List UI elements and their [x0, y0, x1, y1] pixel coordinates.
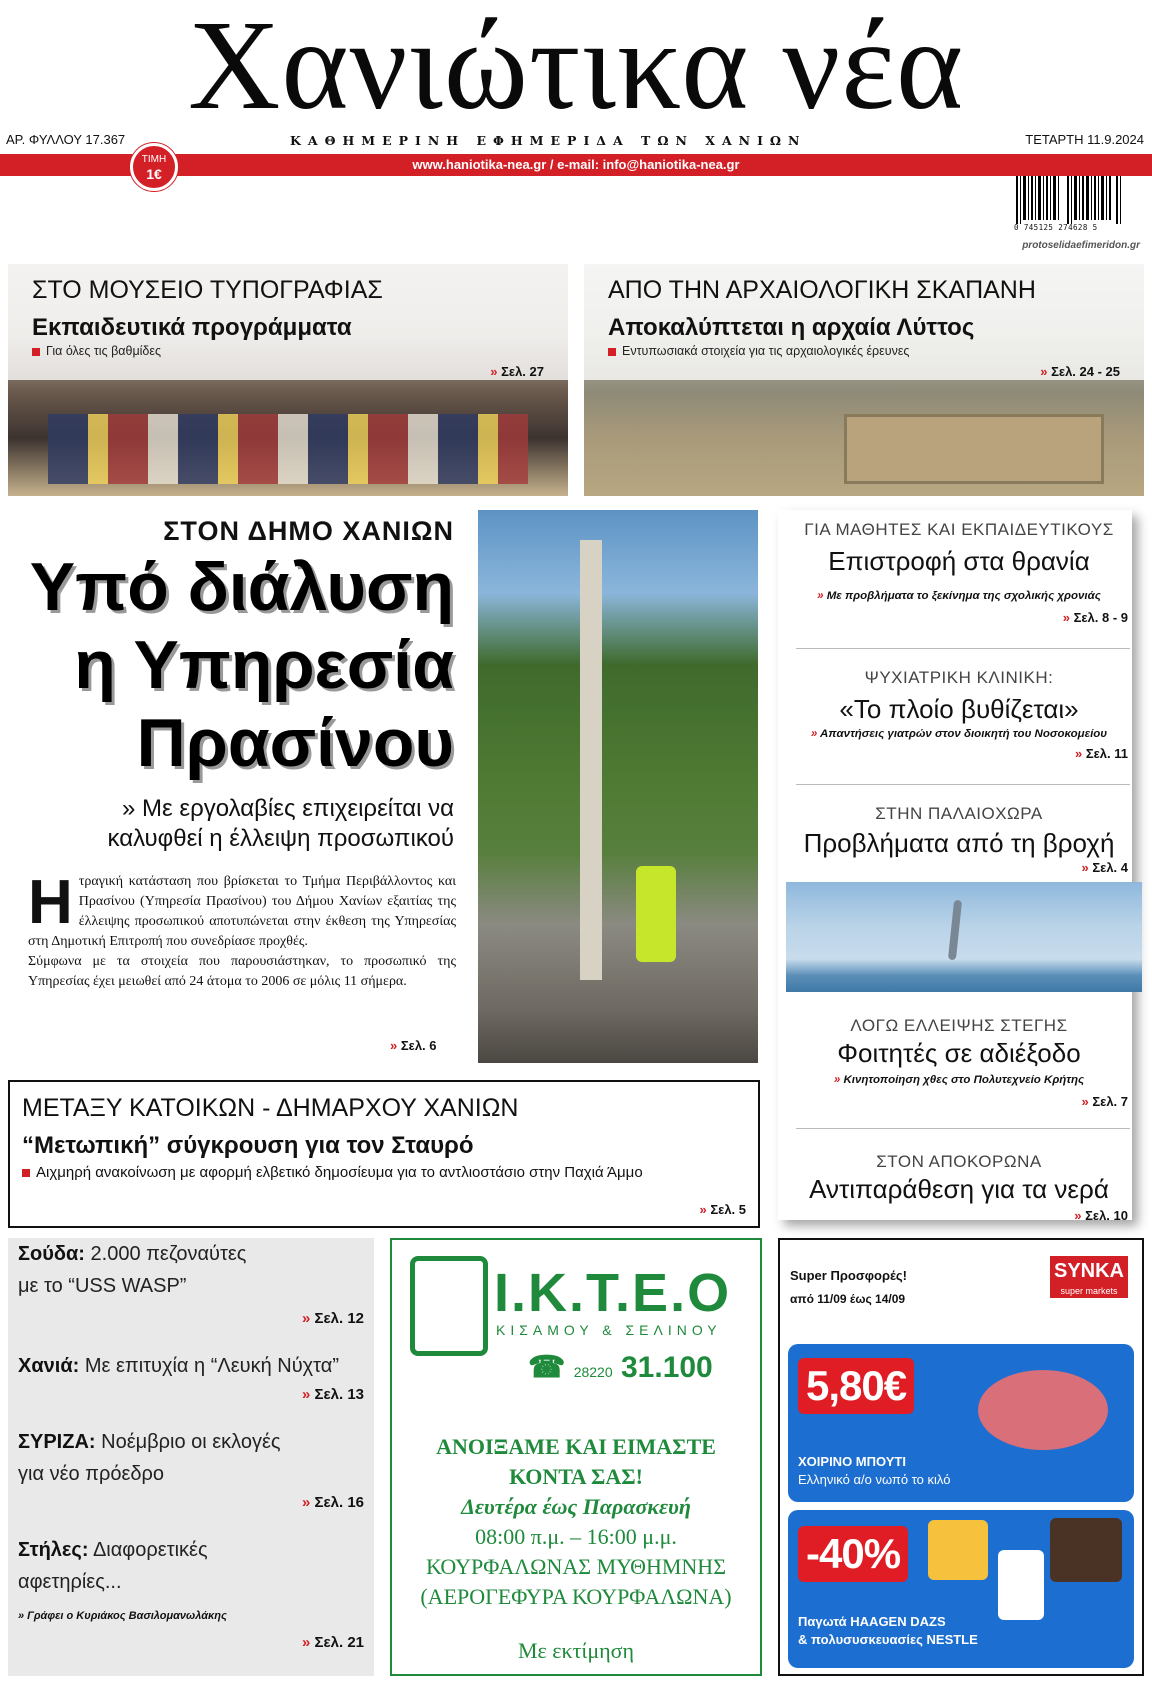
brief-souda-line2: με το “USS WASP” — [18, 1275, 187, 1297]
rc-page-1[interactable]: » Σελ. 8 - 9 — [1062, 610, 1128, 625]
price-value: 1€ — [146, 166, 162, 182]
page-ref[interactable]: » Σελ. 24 - 25 — [1040, 364, 1120, 379]
rc-page-4[interactable]: » Σελ. 7 — [1081, 1094, 1128, 1109]
story-sub: Για όλες τις βαθμίδες — [32, 344, 161, 358]
rc-page-3[interactable]: » Σελ. 4 — [1081, 860, 1128, 875]
story-kicker: ΑΠΟ ΤΗΝ ΑΡΧΑΙΟΛΟΓΙΚΗ ΣΚΑΠΑΝΗ — [608, 276, 1036, 304]
top-story-museum[interactable] — [8, 264, 568, 496]
story-sub: Εντυπωσιακά στοιχεία για τις αρχαιολογικές έρευνες — [608, 344, 909, 358]
issue-date: ΤΕΤΑΡΤΗ 11.9.2024 — [1025, 132, 1144, 147]
ikteo-line2: ΚΟΝΤΑ ΣΑΣ! — [509, 1464, 643, 1489]
feud-kicker: ΜΕΤΑΞΥ ΚΑΤΟΙΚΩΝ - ΔΗΜΑΡΧΟΥ ΧΑΝΙΩΝ — [22, 1094, 519, 1122]
lead-kicker: ΣΤΟΝ ΔΗΜΟ ΧΑΝΙΩΝ — [163, 516, 454, 546]
lead-photo-workers — [478, 510, 758, 1063]
rc-kicker-3: ΣΤΗΝ ΠΑΛΑΙΟΧΩΡΑ — [875, 804, 1043, 823]
brief-columns[interactable]: Στήλες: Διαφορετικές — [18, 1539, 208, 1561]
phone-icon: ☎ — [528, 1351, 574, 1384]
synka-dates: από 11/09 έως 14/09 — [790, 1292, 906, 1306]
rc-headline-4[interactable]: Φοιτητές σε αδιέξοδο — [837, 1038, 1081, 1068]
brief-chania[interactable]: Χανιά: Με επιτυχία η “Λευκή Νύχτα” — [18, 1355, 339, 1377]
icecream-cup-image — [998, 1550, 1044, 1620]
page-ref[interactable]: » Σελ. 27 — [490, 364, 544, 379]
rc-sub-2: » Απαντήσεις γιατρών στον διοικητή του Νοσοκομείου — [810, 728, 1108, 740]
brief-syriza[interactable]: ΣΥΡΙΖΑ: Νοέμβριο οι εκλογές — [18, 1431, 281, 1453]
rc-headline-1[interactable]: Επιστροφή στα θρανία — [828, 546, 1090, 576]
ikteo-line4: 08:00 π.μ. – 16:00 μ.μ. — [475, 1524, 677, 1549]
brief-souda[interactable]: Σούδα: 2.000 πεζοναύτες — [18, 1243, 247, 1265]
ikteo-line7: Με εκτίμηση — [517, 1638, 635, 1663]
price-label: ΤΙΜΗ — [141, 154, 167, 165]
feud-story[interactable] — [8, 1080, 760, 1228]
tagline: ΚΑΘΗΜΕΡΙΝΗ ΕΦΗΜΕΡΙΔΑ ΤΩΝ ΧΑΝΙΩΝ — [290, 133, 807, 148]
issue-number: ΑΡ. ΦΥΛΛΟΥ 17.367 — [6, 132, 126, 147]
offer-name: ΧΟΙΡΙΝΟ ΜΠΟΥΤΙ — [798, 1454, 906, 1469]
brief-page-ref[interactable]: » Σελ. 13 — [302, 1386, 364, 1403]
lead-body: Η τραγική κατάσταση που βρίσκεται το Τμήμα Περιβάλλοντος και Πρασίνου (Υπηρεσία Πρασίνου) του Δήμου Χανίων εξαιτίας της έλλειψης προσωπικού αποτυπώνεται στην έκθεση της Υπηρεσίας στη Δημοτική Επιτροπή που συνεδρίασε προχθές. Σύμφωνα με τα στοιχεία που παρουσιάστηκαν, το προσωπικό της Υπηρεσίας έχει μειωθεί από 24 άτομα το 2006 σε μόλις 11 σήμερα. — [28, 868, 456, 989]
lead-page-ref[interactable]: » Σελ. 6 — [390, 1038, 437, 1053]
rc-kicker-5: ΣΤΟΝ ΑΠΟΚΟΡΩΝΑ — [876, 1152, 1042, 1171]
rc-kicker-4: ΛΟΓΩ ΕΛΛΕΙΨΗΣ ΣΤΕΓΗΣ — [850, 1016, 1068, 1035]
price-badge — [130, 143, 178, 191]
offer-discount: -40% — [798, 1526, 908, 1582]
lead-headline[interactable]: Υπό διάλυση η Υπηρεσία Πρασίνου — [29, 549, 454, 781]
synka-logo: SYNKA super markets — [1050, 1256, 1128, 1298]
divider — [796, 1128, 1130, 1129]
offer-icecream[interactable] — [788, 1510, 1134, 1668]
briefs-box — [8, 1238, 374, 1676]
brief-byline: » Γράφει ο Κυριάκος Βασιλομανωλάκης — [18, 1610, 227, 1622]
rc-headline-5[interactable]: Αντιπαράθεση για τα νερά — [809, 1174, 1109, 1204]
brief-page-ref[interactable]: » Σελ. 12 — [302, 1310, 364, 1327]
worker-figure — [636, 866, 676, 962]
rc-kicker-1: ΓΙΑ ΜΑΘΗΤΕΣ ΚΑΙ ΕΚΠΑΙΔΕΥΤΙΚΟΥΣ — [804, 520, 1114, 539]
feud-headline[interactable]: “Μετωπική” σύγκρουση για τον Σταυρό — [22, 1132, 474, 1159]
lead-subheadline: » Με εργολαβίες επιχειρείται να καλυφθεί η έλλειψη προσωπικού — [107, 795, 454, 852]
source-credit: protoselidaefimeridon.gr — [1022, 240, 1140, 251]
newspaper-title: Χανιώτικα νέα — [187, 0, 965, 136]
story-kicker: ΣΤΟ ΜΟΥΣΕΙΟ ΤΥΠΟΓΡΑΦΙΑΣ — [32, 276, 383, 304]
dropcap: Η — [28, 868, 73, 937]
car-logo-icon — [410, 1256, 488, 1356]
utility-pole — [580, 540, 602, 980]
brief-page-ref[interactable]: » Σελ. 21 — [302, 1634, 364, 1651]
offer2-line2: & πολυσυσκευασίες NESTLE — [798, 1632, 978, 1647]
barcode-icon — [1016, 176, 1122, 224]
ikteo-line1: ΑΝΟΙΞΑΜΕ ΚΑΙ ΕΙΜΑΣΤΕ — [436, 1434, 716, 1459]
ikteo-line5: ΚΟΥΡΦΑΛΩΝΑΣ ΜΥΘΗΜΝΗΣ — [426, 1554, 726, 1579]
brief-page-ref[interactable]: » Σελ. 16 — [302, 1494, 364, 1511]
ikteo-line6: (ΑΕΡΟΓΕΦΥΡΑ ΚΟΥΡΦΑΛΩΝΑ) — [420, 1584, 732, 1609]
excavation-photo — [844, 414, 1104, 484]
icecream-box-image — [928, 1520, 988, 1580]
feud-sub: Αιχμηρή ανακοίνωση με αφορμή ελβετικό δημοσίευμα για το αντλιοστάσιο στην Παχιά Άμμο — [22, 1164, 643, 1181]
barcode-number: 0 745125 274628 5 — [1014, 223, 1098, 232]
ikteo-phone[interactable]: ☎ 28220 31.100 — [528, 1351, 713, 1384]
offer2-line1: Παγωτά HAAGEN DAZS — [798, 1614, 946, 1629]
top-story-lyttos[interactable] — [584, 264, 1144, 496]
icecream-pack-image — [1050, 1518, 1122, 1582]
waterspout-photo — [786, 882, 1142, 992]
divider — [796, 648, 1130, 649]
brief-syriza-line2: για νέο πρόεδρο — [18, 1463, 165, 1485]
rc-page-5[interactable]: » Σελ. 10 — [1074, 1208, 1128, 1223]
ikteo-ad[interactable] — [390, 1238, 762, 1676]
website-email[interactable]: www.haniotika-nea.gr / e-mail: info@haniotika-nea.gr — [412, 157, 740, 172]
rc-sub-4: » Κινητοποίηση χθες στο Πολυτεχνείο Κρήτης — [833, 1074, 1085, 1086]
rc-sub-1: » Με προβλήματα το ξεκίνημα της σχολικής χρονιάς — [817, 590, 1101, 602]
rc-headline-2[interactable]: «Το πλοίο βυθίζεται» — [839, 694, 1079, 724]
ikteo-brand: Ι.Κ.Τ.Ε.Ο — [494, 1263, 732, 1323]
story-headline[interactable]: Αποκαλύπτεται η αρχαία Λύττος — [608, 314, 975, 341]
ikteo-location: ΚΙΣΑΜΟΥ & ΣΕΛΙΝΟΥ — [496, 1322, 722, 1338]
synka-ad[interactable] — [778, 1238, 1144, 1676]
pork-image — [978, 1370, 1108, 1450]
rc-headline-3[interactable]: Προβλήματα από τη βροχή — [803, 828, 1115, 858]
offer-pork[interactable] — [788, 1344, 1134, 1502]
story-headline[interactable]: Εκπαιδευτικά προγράμματα — [32, 314, 352, 341]
brief-columns-line2: αφετηρίες... — [18, 1571, 122, 1593]
synka-title: Super Προσφορές! — [790, 1268, 907, 1283]
divider — [796, 784, 1130, 785]
rc-kicker-2: ΨΥΧΙΑΤΡΙΚΗ ΚΛΙΝΙΚΗ: — [864, 668, 1054, 687]
rc-page-2[interactable]: » Σελ. 11 — [1074, 746, 1128, 761]
offer-desc: Ελληνικό α/ο νωπό το κιλό — [798, 1472, 951, 1487]
children-photo — [48, 414, 528, 484]
offer-price: 5,80€ — [798, 1358, 914, 1414]
ikteo-line3: Δευτέρα έως Παρασκευή — [461, 1494, 691, 1519]
feud-page-ref[interactable]: » Σελ. 5 — [699, 1202, 746, 1217]
